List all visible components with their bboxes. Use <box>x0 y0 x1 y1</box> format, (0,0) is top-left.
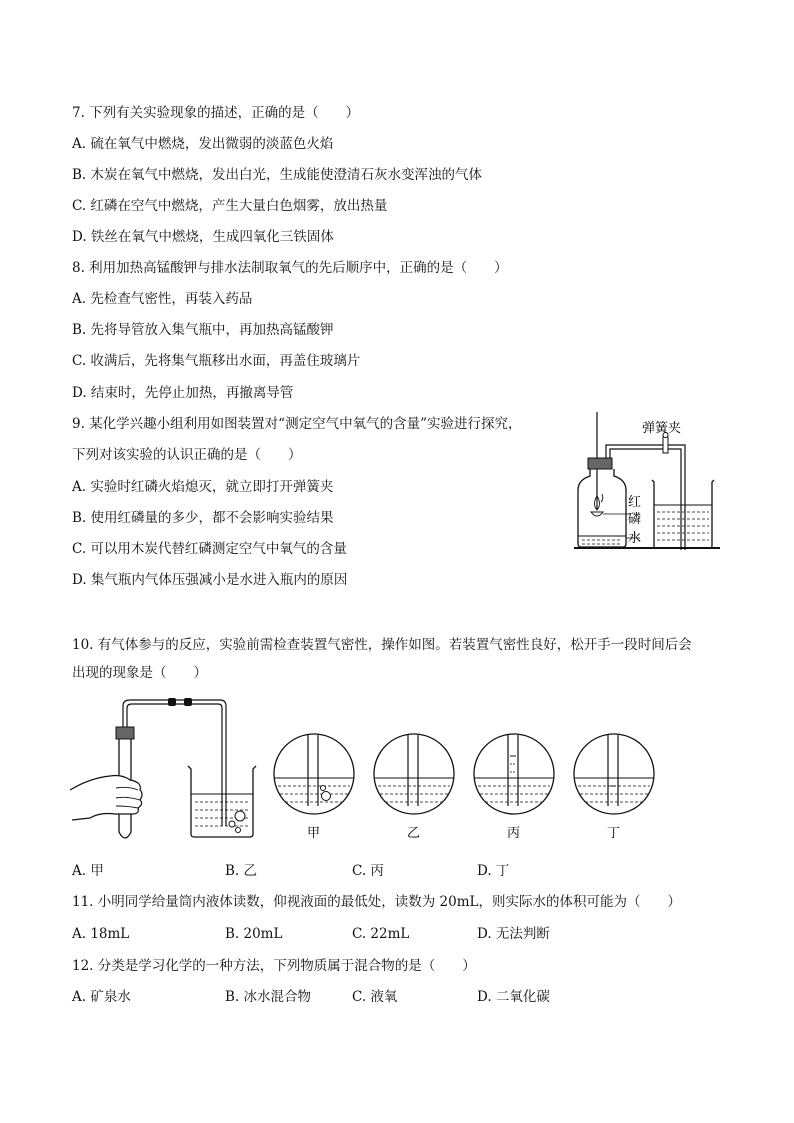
q12-option-c: C. 液氧 <box>352 989 398 1005</box>
clamp-label: 弹簧夹 <box>642 421 682 436</box>
bubble-icon <box>229 821 235 827</box>
option-yi-diagram <box>374 734 454 814</box>
option-ding-diagram <box>574 734 654 814</box>
q7-option-a: A. 硫在氧气中燃烧，发出微弱的淡蓝色火焰 <box>72 136 334 152</box>
bubble-icon <box>235 811 245 821</box>
q7-option-d: D. 铁丝在氧气中燃烧，生成四氧化三铁固体 <box>72 229 334 245</box>
delivery-tube-inner <box>127 704 222 826</box>
q11-stem: 11. 小明同学给量筒内液体读数，仰视液面的最低处，读数为 20mL，则实际水的体积可能为（ ） <box>72 894 681 910</box>
connecting-tube <box>606 445 685 550</box>
phosphorus-label-2: 磷 <box>628 512 642 527</box>
combustion-spoon <box>591 512 603 516</box>
q10-options <box>72 862 722 880</box>
water-label: 水 <box>628 531 642 546</box>
q12-option-b: B. 冰水混合物 <box>225 989 312 1005</box>
q9-stem-line2: 下列对该实验的认识正确的是（ ） <box>72 447 302 463</box>
q10-option-c: C. 丙 <box>352 863 384 879</box>
phosphorus-label-1: 红 <box>628 495 642 510</box>
tube-joint <box>184 698 192 706</box>
beaker <box>652 480 714 548</box>
option-bing-diagram <box>474 734 554 814</box>
label-yi: 乙 <box>407 826 421 841</box>
tube-stopper <box>116 727 134 739</box>
q11-option-a: A. 18mL <box>72 926 130 942</box>
q8-option-d: D. 结束时，先停止加热，再撤离导管 <box>72 385 294 401</box>
flame-icon <box>595 494 603 510</box>
q7-option-b: B. 木炭在氧气中燃烧，发出白光，生成能使澄清石灰水变浑浊的气体 <box>72 167 483 183</box>
q10-airtightness-figure <box>70 690 670 850</box>
q12-option-a: A. 矿泉水 <box>72 989 131 1005</box>
q12-option-d: D. 二氧化碳 <box>477 989 550 1005</box>
q9-option-a: A. 实验时红磷火焰熄灭，就立即打开弹簧夹 <box>72 479 334 495</box>
rubber-stopper <box>588 458 612 469</box>
q11-option-d: D. 无法判断 <box>477 926 550 942</box>
q10-option-d: D. 丁 <box>477 863 510 879</box>
q10-option-b: B. 乙 <box>225 863 258 879</box>
q8-option-c: C. 收满后，先将集气瓶移出水面，再盖住玻璃片 <box>72 353 361 369</box>
q9-option-b: B. 使用红磷量的多少，都不会影响实验结果 <box>72 510 334 526</box>
q9-option-d: D. 集气瓶内气体压强减小是水进入瓶内的原因 <box>72 572 348 588</box>
connecting-tube-inner <box>610 449 681 550</box>
bubble-icon <box>236 828 241 833</box>
q11-options <box>72 925 722 943</box>
q10-stem-line2: 出现的现象是（ ） <box>72 665 207 681</box>
q7-stem: 7. 下列有关实验现象的描述，正确的是（ ） <box>72 105 360 121</box>
q7-option-c: C. 红磷在空气中燃烧，产生大量白色烟雾，放出热量 <box>72 198 388 214</box>
q11-option-b: B. 20mL <box>225 926 283 942</box>
label-bing: 丙 <box>507 826 521 841</box>
label-jia: 甲 <box>307 826 321 841</box>
q8-stem: 8. 利用加热高锰酸钾与排水法制取氧气的先后顺序中，正确的是（ ） <box>72 260 508 276</box>
q8-option-a: A. 先检查气密性，再装入药品 <box>72 291 253 307</box>
gas-jar <box>578 469 626 547</box>
option-jia-diagram <box>274 734 354 814</box>
q10-stem-line1: 10. 有气体参与的反应，实验前需检查装置气密性，操作如图。若装置气密性良好，松开手一段时间后会 <box>72 637 692 653</box>
q8-option-b: B. 先将导管放入集气瓶中，再加热高锰酸钾 <box>72 322 334 338</box>
q12-options <box>72 988 722 1006</box>
q9-option-c: C. 可以用木炭代替红磷测定空气中氧气的含量 <box>72 541 347 557</box>
q9-apparatus-figure <box>570 410 730 555</box>
tube-joint <box>168 698 176 706</box>
q12-stem: 12. 分类是学习化学的一种方法，下列物质属于混合物的是（ ） <box>72 958 476 974</box>
q10-option-a: A. 甲 <box>72 863 104 879</box>
q9-stem-line1: 9. 某化学兴趣小组利用如图装置对“测定空气中氧气的含量”实验进行探究， <box>72 416 522 432</box>
label-ding: 丁 <box>607 826 621 841</box>
spring-clamp-icon <box>663 437 668 453</box>
q11-option-c: C. 22mL <box>352 926 410 942</box>
